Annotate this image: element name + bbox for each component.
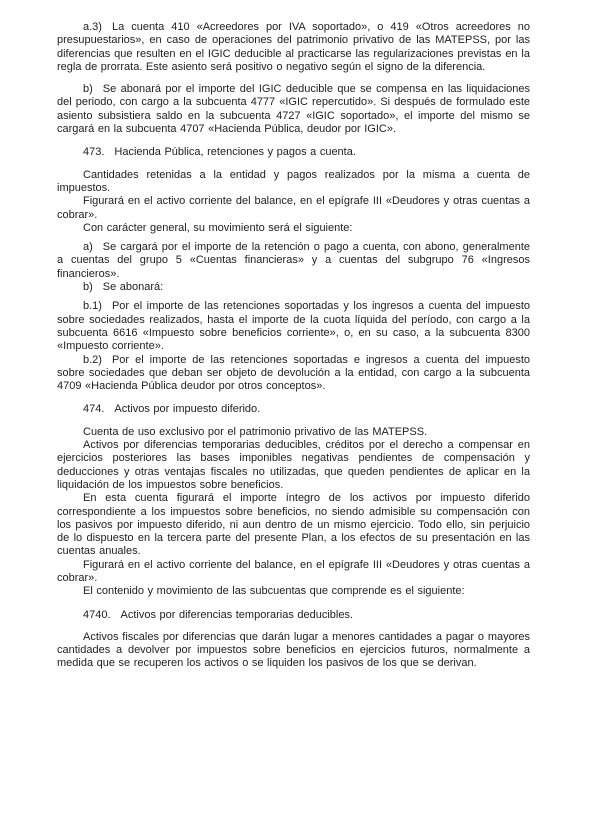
paragraph [57, 585, 530, 598]
paragraph-text: Se abonará por el importe del IGIC deducible que se compensa en las liquidaciones del periodo, con cargo a la subcuenta 4777 «IGIC repercutido». Si después de formulado este asiento subsistiera saldo en la subcuenta 4727 «IGIC soportado», el importe del mismo se cargará en la subcuenta 4707 «Hacienda Pública, deudor por IGIC». [57, 83, 530, 136]
paragraph-text: El contenido y movimiento de las subcuentas que comprende es el siguiente: [83, 585, 465, 598]
paragraph-b2 [57, 354, 530, 394]
paragraph-marker: b) [83, 83, 93, 96]
paragraph-text: Activos por diferencias temporarias deducibles, créditos por el derecho a compensar en ejercicios posteriores las bases imponibles negativas pendientes de compensación y deducciones y otras ventajas fiscales no utilizadas, que queden pendientes de aplicar en la liquidación de los impuestos sobre beneficios. [57, 439, 530, 491]
paragraph-b [57, 83, 530, 136]
paragraph-text: Se abonará: [102, 281, 164, 294]
account-title: Activos por impuesto diferido. [114, 403, 261, 416]
paragraph-text: Con carácter general, su movimiento será el siguiente: [83, 221, 353, 234]
paragraph-text: En esta cuenta figurará el importe íntegro de los activos por impuesto diferido correspondiente a los impuestos sobre beneficios, no siendo admisible su compensación con los pasivos por impuesto diferido, ni aun dentro de un mismo ejercicio. Todo ello, sin perjuicio de lo dispuesto en la tercera parte del presente Plan, a los efectos de su presentación en las cuentas anuales. [57, 492, 530, 558]
paragraph-text: Por el importe de las retenciones soportadas e ingresos a cuenta del impuesto sobre sociedades que deban ser objeto de devolución a la entidad, con cargo a la subcuenta 4709 «Hacienda Pública deudor por otros conceptos». [57, 353, 530, 393]
paragraph-b1 [57, 300, 530, 353]
account-number: 4740. [83, 608, 111, 621]
paragraph-text: Por el importe de las retenciones soportadas y los ingresos a cuenta del impuesto sobre sociedades realizados, hasta el importe de la cuota líquida del período, con cargo a la subcuenta 6616 «Impuesto sobre beneficios corriente», o, en su caso, a la subcuenta 8300 «Impuesto corriente». [57, 300, 530, 353]
account-heading-474 [57, 403, 530, 416]
paragraph-text: Activos fiscales por diferencias que darán lugar a menores cantidades a pagar o mayores cantidades a devolver por impuestos sobre beneficios en ejercicios futuros, normalmente a medida que se recuperen los activos o se liquiden los pasivos de los que se derivan. [57, 630, 530, 670]
paragraph-a [57, 241, 530, 281]
account-number: 474. [83, 403, 105, 416]
paragraph [57, 492, 530, 558]
paragraph-text: Se cargará por el importe de la retención o pago a cuenta, con abono, generalmente a cuentas del grupo 5 «Cuentas financieras» y a cuentas del subgrupo 76 «Ingresos financieros». [57, 241, 530, 280]
paragraph [57, 631, 530, 671]
account-heading-473 [57, 146, 530, 159]
paragraph-marker: b) [83, 281, 93, 294]
paragraph-marker: b.2) [83, 353, 102, 366]
paragraph-marker: a.3) [83, 21, 102, 33]
paragraph-text: Cantidades retenidas a la entidad y pagos realizados por la misma a cuenta de impuestos. [57, 168, 530, 194]
account-number: 473. [83, 146, 105, 159]
paragraph-text: Cuenta de uso exclusivo por el patrimonio privativo de las MATEPSS. [83, 425, 428, 438]
paragraph-text: Figurará en el activo corriente del balance, en el epígrafe III «Deudores y otras cuentas a cobrar». [57, 195, 530, 221]
document-text-block [57, 21, 530, 671]
paragraph [57, 222, 530, 235]
account-title: Activos por diferencias temporarias deducibles. [120, 608, 354, 621]
paragraph [57, 169, 530, 196]
paragraph-marker: a) [83, 241, 93, 254]
account-title: Hacienda Pública, retenciones y pagos a cuenta. [114, 146, 356, 159]
paragraph [57, 559, 530, 586]
paragraph-marker: b.1) [83, 300, 102, 313]
paragraph-text: La cuenta 410 «Acreedores por IVA soportado», o 419 «Otros acreedores no presupuestarios», en caso de operaciones del patrimonio privativo de las MATEPSS, por las diferencias que resulten en el IGIC deducible al practicarse las regularizaciones previstas en la regla de prorrata. Este asiento será positivo o negativo según el signo de la diferencia. [57, 21, 530, 73]
paragraph-b-abonara [57, 281, 530, 294]
paragraph-text: Figurará en el activo corriente del balance, en el epígrafe III «Deudores y otras cuentas a cobrar». [57, 558, 530, 584]
paragraph [57, 195, 530, 222]
paragraph [57, 439, 530, 492]
paragraph-a3 [57, 21, 530, 74]
subaccount-heading-4740 [57, 609, 530, 622]
paragraph [57, 426, 530, 439]
